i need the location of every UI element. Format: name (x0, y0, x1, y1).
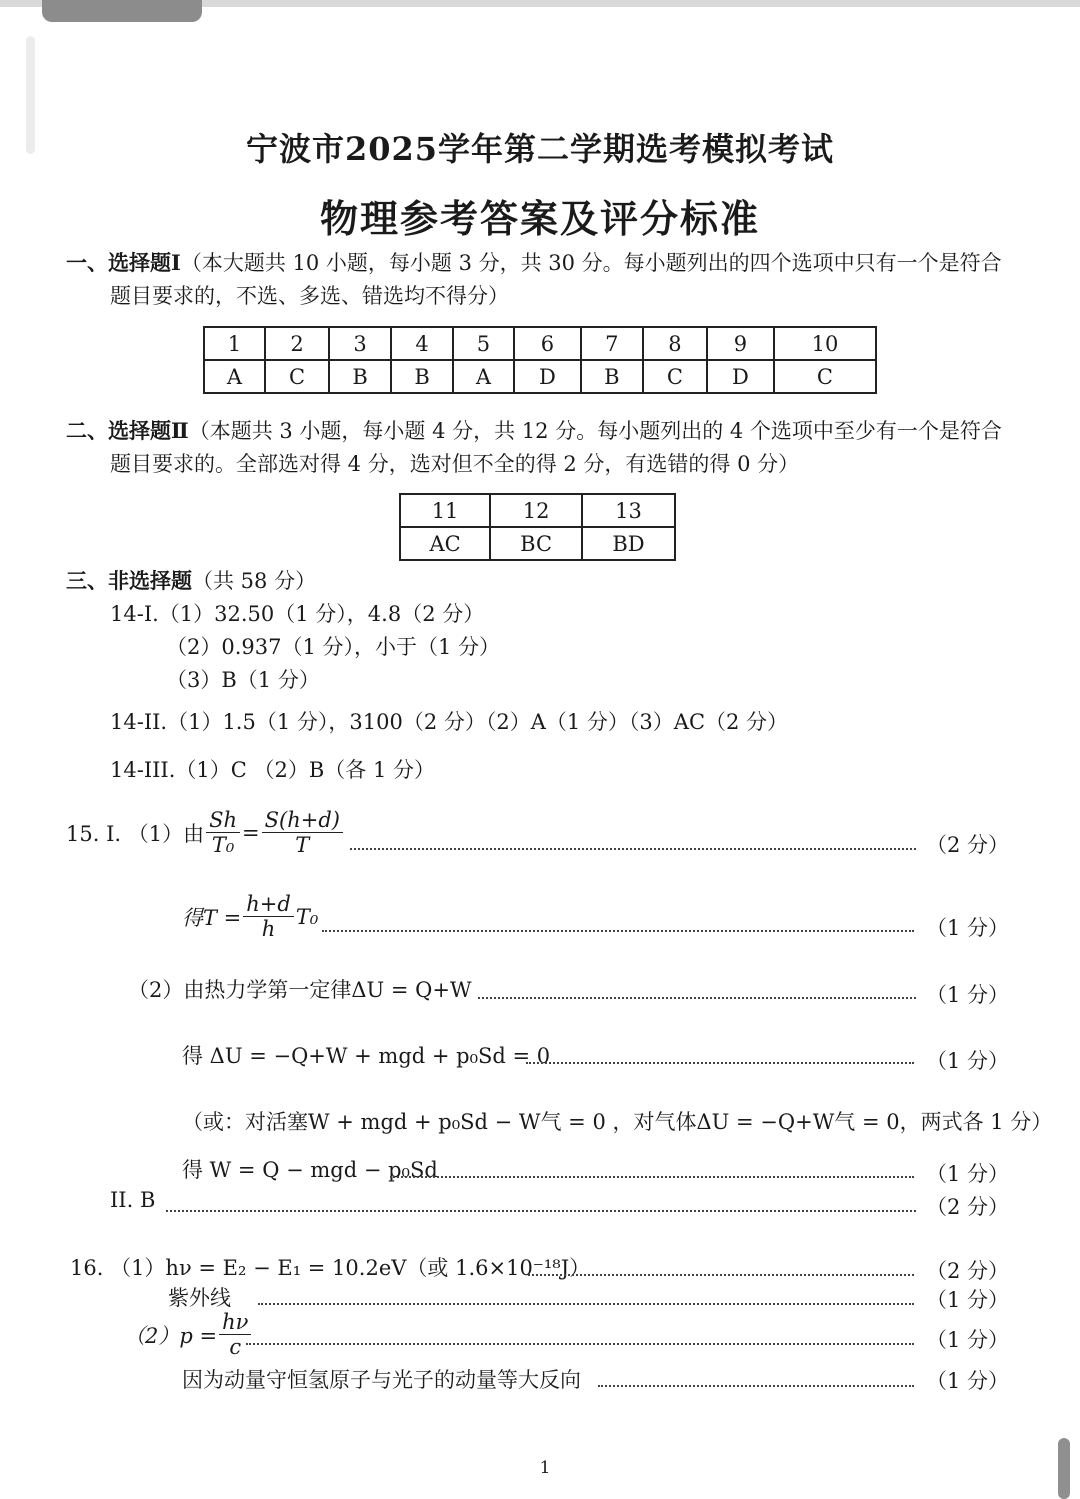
q15-line5: （或：对活塞W + mgd + p₀Sd − W气 = 0 ，对气体ΔU = −Q+W气 = 0，两式各 1 分） (182, 1110, 1053, 1134)
table-cell: 3 (329, 327, 391, 360)
table-cell: BC (490, 527, 582, 560)
table-cell: 5 (453, 327, 514, 360)
table-row (204, 327, 876, 360)
table-row (400, 494, 675, 527)
table-cell: 11 (400, 494, 490, 527)
score: （2 分） (926, 1195, 1010, 1219)
table-cell: C (265, 360, 329, 393)
dot-leader (258, 1303, 914, 1305)
section1-heading (66, 247, 1002, 277)
score: （1 分） (926, 1288, 1010, 1312)
table-cell: 8 (643, 327, 707, 360)
dot-leader (166, 1210, 916, 1212)
section2-text2: 题目要求的。全部选对得 4 分，选对但不全的得 2 分，有选错的得 0 分） (110, 452, 800, 476)
dot-leader (246, 1343, 914, 1345)
table-cell: D (514, 360, 581, 393)
q15-eq2 (182, 892, 318, 941)
eq2-prefix: 得T = (182, 905, 242, 930)
q15-line4: 得 ΔU = −Q+W + mgd + p₀Sd = 0 (182, 1044, 551, 1068)
section2-heading (66, 415, 1002, 445)
section1-text1: （本大题共 10 小题，每小题 3 分，共 30 分。每小题列出的四个选项中只有一个是符合 (180, 251, 1002, 275)
viewer-tab[interactable] (42, 0, 202, 22)
frac-num: Sh (206, 808, 240, 833)
q14-1-line-c: （3）B（1 分） (166, 668, 320, 692)
table-row (204, 360, 876, 393)
dot-leader (390, 1176, 914, 1178)
eq2-suffix: T₀ (295, 904, 319, 929)
q16-line3-prefix: （2）p = (124, 1323, 218, 1348)
table-cell: 7 (581, 327, 643, 360)
q15-line6: 得 W = Q − mgd − p₀Sd (182, 1158, 438, 1182)
page-number: 1 (539, 1458, 551, 1478)
score: （1 分） (926, 1328, 1010, 1352)
q16-line1: 16. （1）hν = E₂ − E₁ = 10.2eV（或 1.6×10⁻¹⁸J） (70, 1256, 591, 1280)
dot-leader (526, 1062, 914, 1064)
table-cell: A (453, 360, 514, 393)
section1-answer-table (203, 326, 877, 394)
table-cell: C (643, 360, 707, 393)
equals-sign: = (242, 820, 260, 845)
score: （2 分） (926, 1259, 1010, 1283)
score: （1 分） (926, 983, 1010, 1007)
table-cell: 9 (707, 327, 774, 360)
section2-text1: （本题共 3 小题，每小题 4 分，共 12 分。每小题列出的 4 个选项中至少有一个是符合 (188, 419, 1002, 443)
dot-leader (598, 1385, 914, 1387)
fraction (219, 1310, 251, 1359)
dot-leader (528, 1274, 914, 1276)
frac-den: h (261, 917, 276, 942)
table-cell: A (204, 360, 265, 393)
q14-2-line: 14-II.（1）1.5（1 分），3100（2 分）（2）A（1 分）（3）AC（2 分） (110, 710, 789, 734)
table-cell: C (774, 360, 876, 393)
page-title: 宁波市2025学年第二学期选考模拟考试 (245, 130, 835, 168)
q14-1-line-b: （2）0.937（1 分），小于（1 分） (166, 635, 501, 659)
table-cell: BD (582, 527, 675, 560)
table-cell: D (707, 360, 774, 393)
score: （2 分） (926, 833, 1010, 857)
section1-label: 一、选择题Ⅰ (66, 250, 181, 275)
table-cell: 13 (582, 494, 675, 527)
q15-eq1 (66, 808, 345, 857)
q15-prefix: 15. I. （1）由 (66, 821, 205, 846)
table-cell: AC (400, 527, 490, 560)
fraction (206, 808, 240, 857)
page-subtitle: 物理参考答案及评分标准 (319, 196, 760, 241)
frac-den: T (295, 833, 310, 858)
q16-line2: 紫外线 (168, 1286, 231, 1310)
table-cell: B (581, 360, 643, 393)
table-cell: 1 (204, 327, 265, 360)
frac-den: c (229, 1335, 242, 1360)
fraction (243, 892, 294, 941)
table-cell: 6 (514, 327, 581, 360)
q15-line7: II. B (110, 1188, 156, 1212)
q16-line3 (124, 1310, 253, 1359)
section2-label: 二、选择题Ⅱ (66, 418, 189, 443)
frac-num: hν (219, 1310, 251, 1335)
score: （1 分） (926, 1162, 1010, 1186)
table-cell: B (329, 360, 391, 393)
q16-line4: 因为动量守恒氢原子与光子的动量等大反向 (182, 1368, 581, 1392)
dot-leader (322, 930, 914, 932)
score: （1 分） (926, 1369, 1010, 1393)
q14-3-line: 14-III.（1）C （2）B（各 1 分） (110, 758, 435, 782)
frac-num: h+d (243, 892, 294, 917)
dot-leader (350, 848, 916, 850)
section1-text2: 题目要求的，不选、多选、错选均不得分） (110, 284, 509, 308)
table-cell: 12 (490, 494, 582, 527)
table-row (400, 527, 675, 560)
q15-line3: （2）由热力学第一定律ΔU = Q+W (128, 978, 472, 1002)
section3-heading (66, 565, 316, 595)
score: （1 分） (926, 916, 1010, 940)
table-cell: 10 (774, 327, 876, 360)
score: （1 分） (926, 1049, 1010, 1073)
table-cell: 2 (265, 327, 329, 360)
table-cell: 4 (391, 327, 453, 360)
dot-leader (478, 997, 916, 999)
section2-answer-table (399, 493, 676, 561)
section3-label: 三、非选择题 (66, 568, 192, 593)
table-cell: B (391, 360, 453, 393)
q14-1-line-a: 14-I.（1）32.50（1 分），4.8（2 分） (110, 602, 485, 626)
frac-num: S(h+d) (262, 808, 343, 833)
section3-note: （共 58 分） (192, 569, 317, 593)
frac-den: T₀ (211, 833, 235, 858)
fraction (262, 808, 343, 857)
